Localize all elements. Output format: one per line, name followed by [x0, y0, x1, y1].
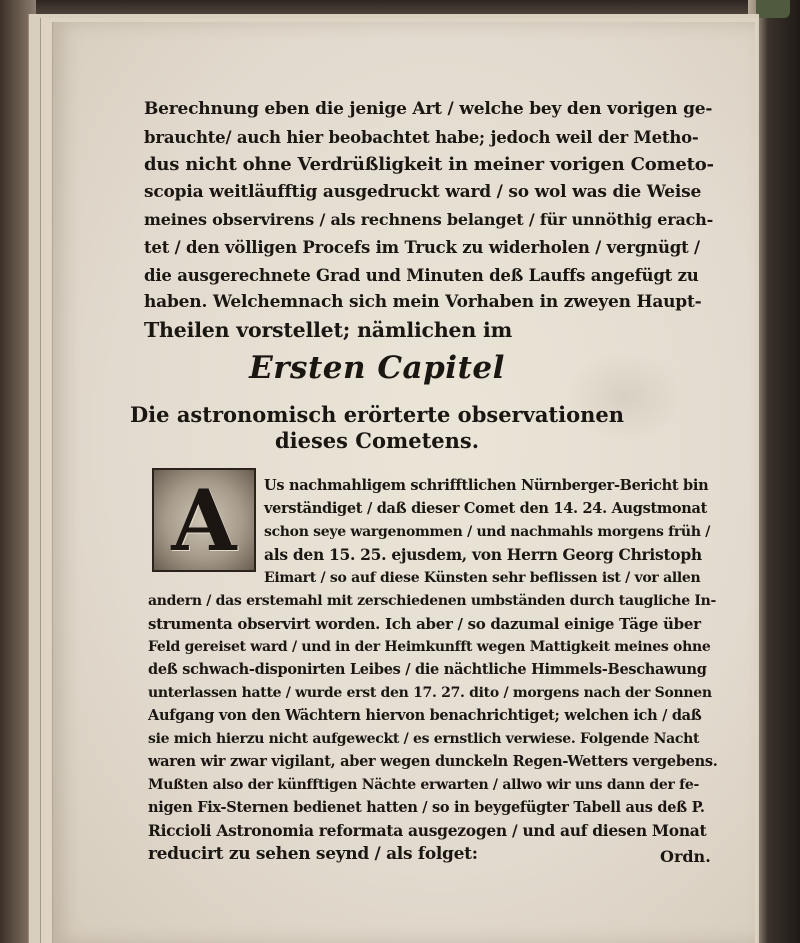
text-line: Theilen vorstellet; nämlichen im — [144, 317, 513, 342]
text-line: Riccioli Astronomia reformata ausgezogen / und auf diesen Monat — [148, 821, 707, 840]
text-line: meines observirens / als rechnens belanget / für unnöthig erach- — [144, 210, 714, 230]
text-line: schon seye wargenommen / und nachmahls morgens früh / — [264, 524, 711, 540]
text-line: scopia weitläufftig ausgedruckt ward / so wol was die Weise — [144, 181, 702, 202]
text-line: deß schwach-disponirten Leibes / die nächtliche Himmels-Beschawung — [148, 661, 707, 678]
text-line: nigen Fix-Sternen bedienet hatten / so in beygefügter Tabell aus deß P. — [148, 799, 705, 816]
text-line: verständiget / daß dieser Comet den 14. 24. Augstmonat — [264, 500, 708, 517]
text-line: waren wir zwar vigilant, aber wegen dunckeln Regen-Wetters vergebens. — [148, 753, 718, 770]
text-line: Mußten also der künfftigen Nächte erwarten / allwo wir uns dann der fe- — [148, 777, 700, 793]
bookmark-ribbon — [756, 0, 790, 18]
text-line: Berechnung eben die jenige Art / welche bey den vorigen ge- — [144, 99, 713, 119]
text-line: tet / den völligen Procefs im Truck zu widerholen / vergnügt / — [144, 237, 700, 257]
text-line: Us nachmahligem schrifftlichen Nürnberger-Bericht bin — [264, 477, 709, 494]
text-line: Aufgang von den Wächtern hiervon benachrichtiget; welchen ich / daß — [148, 707, 702, 724]
text-line: die ausgerechnete Grad und Minuten deß Lauffs angefügt zu — [144, 265, 699, 285]
text-line: andern / das erstemahl mit zerschiedenen umbständen durch taugliche In- — [148, 593, 717, 609]
text-line: Feld gereiset ward / und in der Heimkunfft wegen Mattigkeit meines ohne — [148, 639, 711, 655]
text-line: strumenta observirt worden. Ich aber / so dazumal einige Täge über — [148, 615, 701, 633]
text-line: unterlassen hatte / wurde erst den 17. 27. dito / morgens nach der Sonnen — [148, 685, 712, 701]
text-line: als den 15. 25. ejusdem, von Herrn Georg Christoph — [264, 545, 702, 564]
chapter-subtitle-line: dieses Cometens. — [274, 428, 480, 453]
decorated-initial — [152, 468, 256, 572]
text-line: sie mich hierzu nicht aufgeweckt / es ernstlich verwiese. Folgende Nacht — [148, 731, 700, 747]
text-line: haben. Welchemnach sich mein Vorhaben in zweyen Haupt- — [144, 292, 702, 313]
catchword: Ordn. — [660, 847, 711, 866]
text-line: brauchte/ auch hier beobachtet habe; jedoch weil der Metho- — [144, 127, 699, 147]
chapter-title: Ersten Capitel — [249, 350, 505, 386]
paragraph-intro — [144, 96, 714, 344]
chapter-subtitle-line: Die astronomisch erörterte observationen — [129, 402, 625, 427]
text-line: dus nicht ohne Verdrüßligkeit in meiner vorigen Cometo- — [144, 154, 714, 176]
decorated-initial-letter: A — [171, 470, 237, 570]
text-line: Eimart / so auf diese Künsten sehr beflissen ist / vor allen — [264, 570, 701, 586]
text-line: reducirt zu sehen seynd / als folget: — [148, 844, 478, 864]
